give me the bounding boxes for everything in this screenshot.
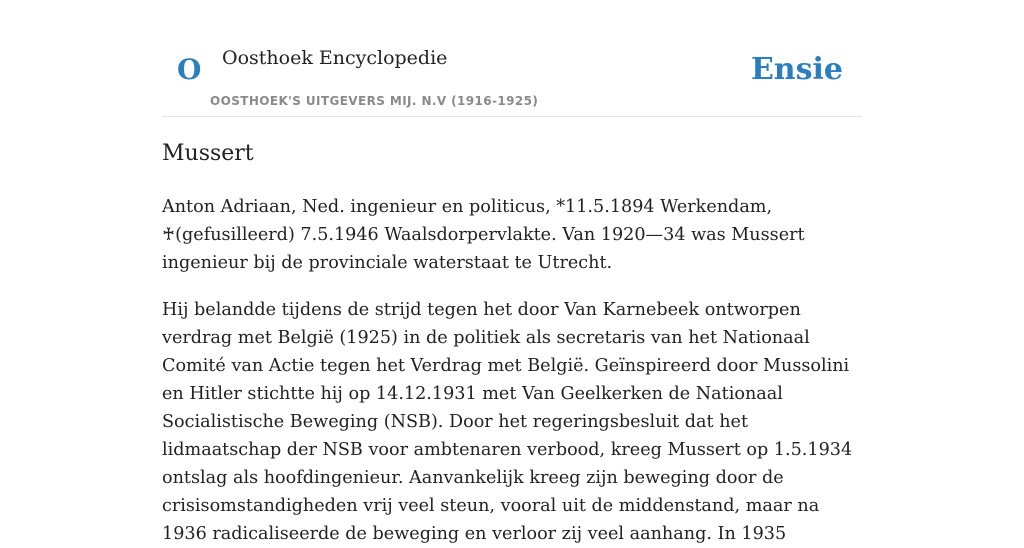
article: [162, 136, 862, 548]
logo-icon[interactable]: O: [177, 53, 202, 86]
site-subtitle: OOSTHOEK'S UITGEVERS MIJ. N.V (1916-1925): [210, 94, 539, 108]
article-paragraph: Anton Adriaan, Ned. ingenieur en politicus, *11.5.1894 Werkendam, ♰(gefusilleerd) 7.5.1946 Waalsdorpervlakte. Van 1920—34 was Mussert ingenieur bij de provinciale waterstaat te Utrecht.: [162, 197, 805, 273]
brand-logo-link[interactable]: Ensie: [750, 52, 843, 87]
article-paragraph: Hij belandde tijdens de strijd tegen het door Van Karnebeek ontworpen verdrag met België (1925) in de politiek als secretaris van het Nationaal Comité van Actie tegen het Verdrag met België. Geïnspireerd door Mussolini en Hitler stichtte hij op 14.12.1931 met Van Geelkerken de Nationaal Socialistische Beweging (NSB). Door het regeringsbesluit dat het lidmaatschap der NSB voor ambtenaren verbood, kreeg Mussert op 1.5.1934 ontslag als hoofdingenieur. Aanvankelijk kreeg zijn beweging door de crisisomstandigheden vrij veel steun, vooral uit de middenstand, maar na 1936 radicaliseerde de beweging en verloor zij veel aanhang. In 1935: [162, 300, 853, 544]
site-header: [162, 0, 862, 117]
site-title[interactable]: Oosthoek Encyclopedie: [222, 47, 448, 69]
article-title: Mussert: [162, 141, 254, 166]
